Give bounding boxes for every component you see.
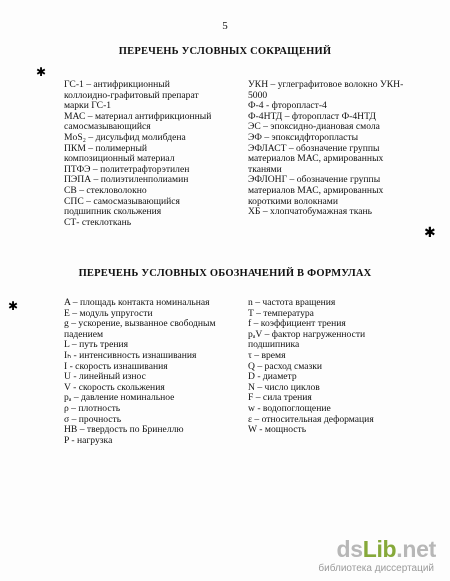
abbreviations-right-column bbox=[248, 80, 403, 218]
text-line: Ф-4НТД – фторопласт Ф-4НТД bbox=[248, 111, 376, 122]
text-line: ПЭПА – полиэтиленполиамин bbox=[64, 175, 189, 186]
margin-mark: ✱ bbox=[36, 65, 47, 79]
text-line: ПТФЭ – политетрафторэтилен bbox=[64, 164, 190, 175]
text-line: падением bbox=[64, 329, 104, 340]
text-line: T – температура bbox=[248, 308, 314, 319]
text-line: ГС-1 – антифрикционный bbox=[64, 80, 170, 90]
text-line: Iₕ - интенсивность изнашивания bbox=[64, 350, 197, 361]
text-line: N – число циклов bbox=[248, 382, 320, 393]
text-line: A – площадь контакта номинальная bbox=[64, 298, 210, 308]
text-line: MoS₂ – дисульфид молибдена bbox=[64, 132, 186, 143]
text-line: композиционный материал bbox=[64, 154, 175, 165]
text-line: E – модуль упругости bbox=[64, 308, 153, 319]
text-line: 5000 bbox=[248, 90, 268, 101]
margin-mark: ✱ bbox=[8, 299, 19, 313]
text-line: pₐV – фактор нагруженности bbox=[248, 329, 366, 340]
text-line: УКН – углеграфитовое волокно УКН- bbox=[248, 80, 404, 90]
text-line: марки ГС-1 bbox=[64, 101, 112, 112]
text-line: w - водопоглощение bbox=[248, 403, 331, 414]
abbreviations-heading: ПЕРЕЧЕНЬ УСЛОВНЫХ СОКРАЩЕНИЙ bbox=[118, 46, 332, 57]
watermark-tagline: библиотека диссертаций bbox=[318, 563, 434, 574]
text-line: I - скорость изнашивания bbox=[64, 361, 168, 372]
brand-lib: Lib bbox=[362, 536, 397, 562]
abbreviations-left-column bbox=[64, 80, 211, 228]
text-line: ЭФЛОНГ – обозначение группы bbox=[248, 175, 381, 186]
text-line: МАС – материал антифрикционный bbox=[64, 111, 212, 122]
text-line: тканями bbox=[248, 164, 282, 175]
text-line: ρ – плотность bbox=[64, 403, 121, 414]
text-line: F – сила трения bbox=[248, 393, 312, 404]
text-line: U - линейный износ bbox=[64, 372, 146, 383]
text-line: короткими волокнами bbox=[248, 196, 339, 207]
text-line: L – путь трения bbox=[64, 340, 129, 351]
page-number: 5 bbox=[222, 20, 228, 32]
text-line: pₐ – давление номинальное bbox=[64, 393, 175, 404]
text-line: τ – время bbox=[248, 350, 286, 361]
text-line: коллоидно-графитовый препарат bbox=[64, 90, 199, 101]
text-line: Q – расход смазки bbox=[248, 361, 323, 372]
text-line: материалов МАС, армированных bbox=[248, 154, 384, 165]
text-line: СТ- стеклоткань bbox=[64, 217, 132, 228]
text-line: D - диаметр bbox=[248, 372, 297, 383]
text-line: ЭФ – эпоксидфторопласты bbox=[248, 132, 359, 143]
brand-net: .net bbox=[396, 536, 436, 562]
brand-ds: ds bbox=[336, 536, 363, 562]
text-line: P - нагрузка bbox=[64, 435, 113, 446]
watermark-logo bbox=[336, 536, 436, 563]
text-line: ЭС – эпоксидно-диановая смола bbox=[248, 122, 380, 133]
text-line: ХБ – хлопчатобумажная ткань bbox=[248, 207, 373, 218]
notation-right-column bbox=[248, 298, 374, 436]
notation-left-column bbox=[64, 298, 216, 446]
text-line: СПС – самосмазывающийся bbox=[64, 196, 180, 207]
notation-heading: ПЕРЕЧЕНЬ УСЛОВНЫХ ОБОЗНАЧЕНИЙ В ФОРМУЛАХ bbox=[78, 268, 372, 279]
text-line: Ф-4 - фторопласт-4 bbox=[248, 101, 327, 112]
margin-mark: ✱ bbox=[424, 226, 436, 241]
text-line: σ – прочность bbox=[64, 414, 122, 425]
text-line: СВ – стекловолокно bbox=[64, 185, 147, 196]
text-line: HB – твердость по Бринеллю bbox=[64, 425, 184, 436]
text-line: f – коэффициент трения bbox=[248, 319, 346, 330]
text-line: материалов МАС, армированных bbox=[248, 185, 384, 196]
text-line: подшипника bbox=[248, 340, 300, 351]
text-line: g – ускорение, вызванное свободным bbox=[64, 319, 216, 330]
text-line: ε – относительная деформация bbox=[248, 414, 374, 425]
watermark bbox=[286, 536, 436, 576]
text-line: ЭФЛАСТ – обозначение группы bbox=[248, 143, 380, 154]
text-line: n – частота вращения bbox=[248, 298, 336, 308]
text-line: самосмазывающийся bbox=[64, 122, 151, 133]
text-line: ПКМ – полимерный bbox=[64, 143, 148, 154]
text-line: V - скорость скольжения bbox=[64, 382, 165, 393]
text-line: W - мощность bbox=[248, 425, 307, 436]
text-line: подшипник скольжения bbox=[64, 207, 162, 218]
